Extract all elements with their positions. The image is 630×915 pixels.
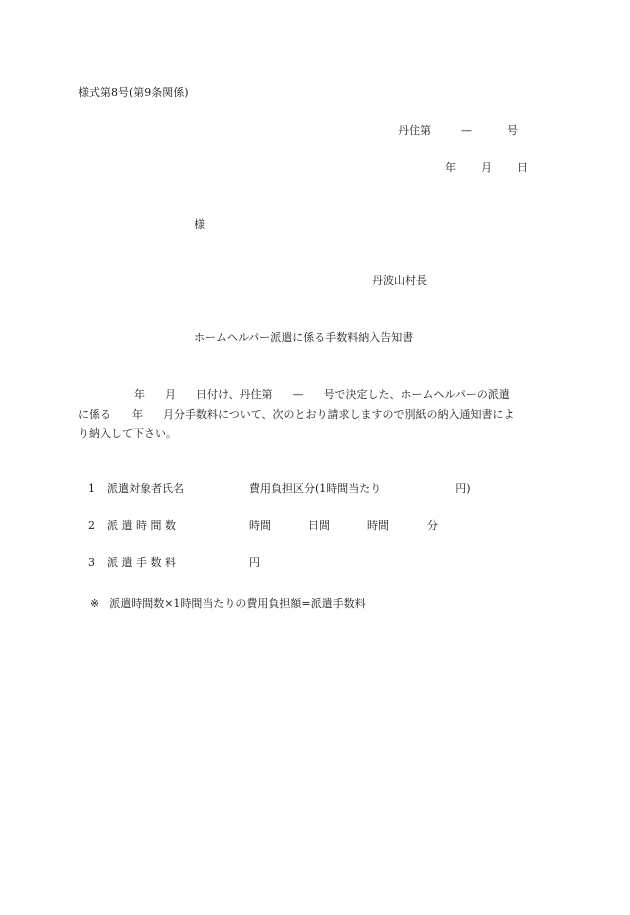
body-line1-rest: 号で決定した、ホームヘルパーの派遣 [323, 388, 510, 401]
issue-date [445, 161, 528, 175]
reference-number [398, 124, 518, 138]
item-1-cost-category [249, 482, 471, 496]
date-month: 月 [481, 161, 492, 174]
reference-prefix: 丹住第 [398, 124, 431, 137]
document-title: ホームヘルパー派遣に係る手数料納入告知書 [194, 331, 414, 344]
addressee-honorific: 様 [194, 218, 205, 231]
date-day: 日 [517, 161, 528, 174]
body-month: 月 [165, 388, 176, 401]
item-3-number: 3 [88, 556, 95, 569]
item-1-detail-start: 費用負担区分(1時間当たり [249, 482, 382, 495]
reference-suffix: 号 [507, 124, 518, 137]
item-3-unit-yen: 円 [249, 556, 260, 569]
item-2-label: 派 遣 時 間 数 [107, 519, 176, 532]
item-2-unit-hours-2: 時間 [367, 519, 389, 532]
item-2-unit-hours: 時間 [249, 519, 271, 532]
body-line2-start: に係る [78, 407, 111, 421]
body-dash: — [292, 388, 304, 401]
body-line-1 [78, 385, 548, 405]
form-number-label: 様式第8号(第9条関係) [78, 86, 189, 99]
body-line-3: り納入して下さい。 [78, 427, 177, 440]
item-1-number: 1 [88, 482, 95, 495]
body-year: 年 [134, 388, 145, 401]
sender-name: 丹波山村長 [372, 274, 427, 287]
note-mark: ※ [90, 597, 100, 610]
body-paragraph [78, 385, 548, 444]
note-text: 派遣時間数×1時間当たりの費用負担額=派遣手数料 [109, 597, 366, 610]
body-dated: 日付け、丹住第 [196, 388, 273, 401]
reference-dash: — [461, 124, 472, 137]
item-1-detail-end: 円) [455, 482, 471, 495]
item-3-label: 派 遣 手 数 料 [107, 556, 176, 569]
item-1-label: 派遣対象者氏名 [107, 482, 184, 495]
item-2-unit-days: 日間 [308, 519, 330, 532]
item-2-number: 2 [88, 519, 95, 532]
note [90, 597, 366, 611]
item-2-unit-minutes: 分 [427, 519, 438, 532]
body-line2-year: 年 [132, 407, 143, 421]
body-line-2 [78, 405, 548, 425]
date-year: 年 [445, 161, 456, 174]
body-line2-rest: 月分手数料について、次のとおり請求しますので別紙の納入通知書によ [163, 407, 515, 421]
